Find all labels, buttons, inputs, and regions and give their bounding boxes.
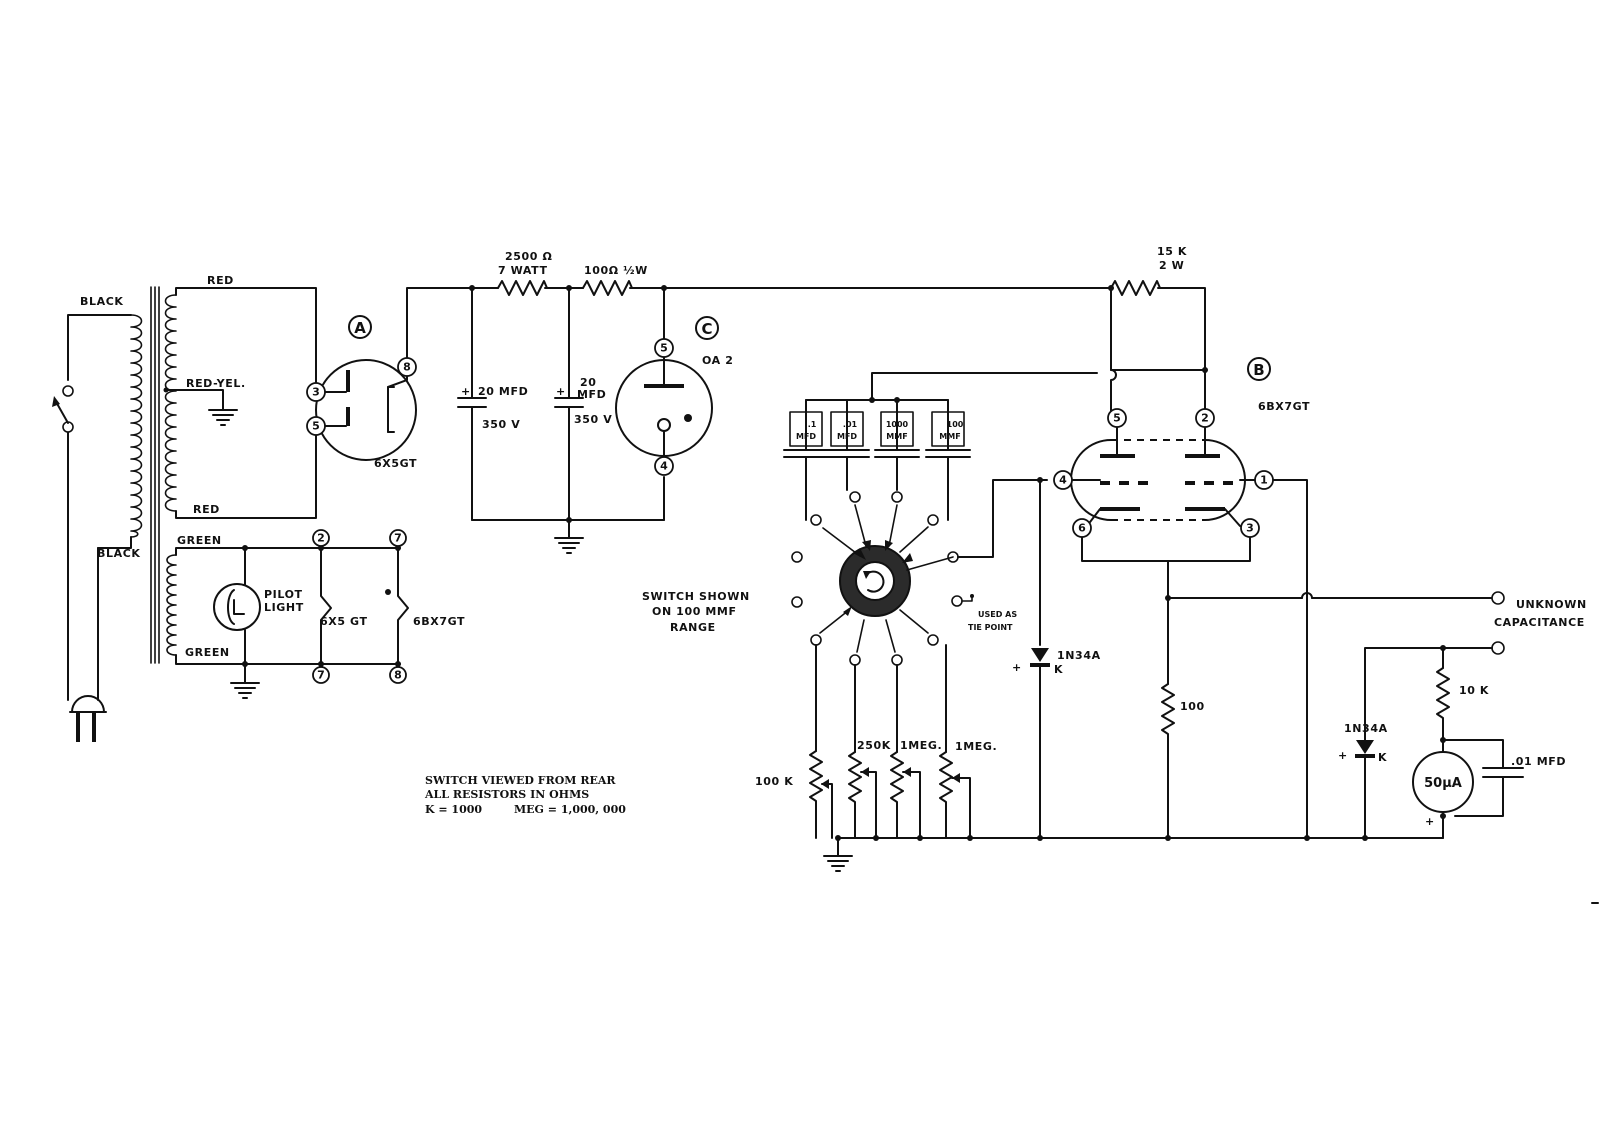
meter-cap-value: .01 MFD	[1511, 755, 1567, 768]
svg-text:A: A	[354, 319, 366, 337]
filter-cap-1	[458, 288, 664, 520]
svg-text:5: 5	[660, 341, 668, 355]
pot-label-100k: 100 K	[755, 775, 794, 788]
svg-text:4: 4	[1059, 473, 1067, 487]
c2-plus: +	[556, 385, 566, 398]
c1-value: 20 MFD	[478, 385, 529, 398]
tube-b-pin-1	[1255, 471, 1273, 489]
filament-circuit	[214, 545, 408, 698]
tie-point-label-1: USED AS	[978, 610, 1018, 619]
rectifier-tube-a	[316, 288, 472, 460]
range-cap-2-value: .01	[842, 420, 858, 429]
label-black-top: BLACK	[80, 295, 124, 308]
pot-label-250k: 250K	[857, 739, 891, 752]
meter-label: 50μA	[1424, 776, 1462, 791]
heater-pin-b-7	[390, 530, 406, 546]
r3-value: 15 K	[1157, 245, 1188, 258]
range-switch	[792, 477, 1047, 665]
tube-a-pin-3	[307, 383, 325, 401]
range-cap-3-unit: MMF	[886, 432, 908, 441]
svg-text:5: 5	[1113, 411, 1121, 425]
label-red-top: RED	[207, 274, 234, 287]
pilot-light-label-2: LIGHT	[264, 601, 304, 614]
r1-value: 2500 Ω	[505, 250, 553, 263]
tube-a-pin-5	[307, 417, 325, 435]
svg-text:8: 8	[394, 668, 402, 682]
tube-a-letter	[349, 316, 371, 338]
label-red-bottom: RED	[193, 503, 220, 516]
svg-text:7: 7	[317, 668, 325, 682]
tube-a-pin-8	[398, 358, 416, 376]
cathode-resistor-value: 100	[1180, 700, 1205, 713]
supply-rail	[469, 281, 1205, 380]
svg-text:2: 2	[317, 531, 325, 545]
heater-pin-b-8	[390, 667, 406, 683]
tube-c-letter	[696, 317, 718, 339]
note-k: K = 1000	[425, 803, 483, 816]
note-resistors-ohms: ALL RESISTORS IN OHMS	[425, 788, 590, 801]
range-cap-1-value: .1	[807, 420, 817, 429]
meter-resistor-value: 10 K	[1459, 684, 1490, 697]
diode-1-cathode: K	[1054, 663, 1064, 676]
r3-rating: 2 W	[1159, 259, 1185, 272]
label-green-bottom: GREEN	[185, 646, 230, 659]
r1-rating: 7 WATT	[498, 264, 548, 277]
tube-b-pin-2	[1196, 409, 1214, 427]
switch-note-1: SWITCH SHOWN	[642, 590, 750, 603]
tie-point-label-2: TIE POINT	[968, 623, 1013, 632]
ground-bus	[824, 835, 1443, 871]
tube-b-letter	[1248, 358, 1270, 380]
svg-text:3: 3	[312, 385, 320, 399]
note-switch-viewed: SWITCH VIEWED FROM REAR	[425, 774, 616, 787]
svg-text:C: C	[701, 320, 713, 338]
tube-c-type: OA 2	[702, 354, 734, 367]
line-cord	[68, 315, 131, 742]
tube-b-type: 6BX7GT	[1258, 400, 1311, 413]
c1-voltage: 350 V	[482, 418, 521, 431]
note-meg: MEG = 1,000, 000	[514, 803, 626, 816]
r2-value: 100Ω ½W	[584, 264, 648, 277]
c1-plus: +	[461, 385, 471, 398]
switch-note-2: ON 100 MMF	[652, 605, 737, 618]
tube-b-pin-6	[1073, 519, 1091, 537]
range-cap-3-value: 1000	[885, 420, 909, 429]
unknown-label-2: CAPACITANCE	[1494, 616, 1585, 629]
meter-plus: +	[1425, 815, 1435, 828]
c2-value-1: 20	[580, 376, 597, 389]
power-switch	[52, 386, 73, 432]
tube-b-pin-3	[1241, 519, 1259, 537]
svg-text:4: 4	[660, 459, 668, 473]
diode-1-anode: +	[1012, 661, 1022, 674]
label-black-bottom: BLACK	[97, 547, 141, 560]
svg-text:6: 6	[1078, 521, 1086, 535]
range-cap-2-unit: MFD	[836, 432, 858, 441]
tie-point	[952, 594, 974, 606]
diode-2-anode: +	[1338, 749, 1348, 762]
svg-text:B: B	[1253, 361, 1265, 379]
svg-text:5: 5	[312, 419, 320, 433]
unknown-label-1: UNKNOWN	[1516, 598, 1587, 611]
tube-b-pin-4	[1054, 471, 1072, 489]
pot-label-1meg-a: 1MEG.	[900, 739, 943, 752]
range-cap-4-unit: MMF	[939, 432, 961, 441]
switch-note-3: RANGE	[670, 621, 716, 634]
tube-c-pin-4	[655, 457, 673, 475]
tube-a-type: 6X5GT	[374, 457, 418, 470]
heater-label-6x5gt: 6X5 GT	[320, 615, 368, 628]
svg-text:8: 8	[403, 360, 411, 374]
label-red-yel: RED-YEL.	[186, 377, 246, 390]
svg-text:1: 1	[1260, 473, 1268, 487]
diode-2-cathode: K	[1378, 751, 1388, 764]
unknown-terminals	[1365, 592, 1504, 718]
range-cap-bus	[806, 288, 1208, 450]
tube-c-pin-5	[655, 339, 673, 357]
tube-b-pin-5	[1108, 409, 1126, 427]
c2-voltage: 350 V	[574, 413, 613, 426]
label-green-top: GREEN	[177, 534, 222, 547]
detector-diode-1	[1030, 480, 1050, 838]
range-cap-1-unit: MFD	[795, 432, 817, 441]
pot-label-1meg-b: 1MEG.	[955, 740, 998, 753]
c2-value-2: MFD	[577, 388, 607, 401]
diode-1-type: 1N34A	[1057, 649, 1101, 662]
heater-pin-a-7	[313, 667, 329, 683]
svg-text:7: 7	[394, 531, 402, 545]
pilot-light-label-1: PILOT	[264, 588, 303, 601]
svg-text:2: 2	[1201, 411, 1209, 425]
heater-pin-a-2	[313, 530, 329, 546]
diode-2-type: 1N34A	[1344, 722, 1388, 735]
range-cap-4-value: 100	[946, 420, 964, 429]
svg-text:3: 3	[1246, 521, 1254, 535]
heater-label-6bx7gt: 6BX7GT	[413, 615, 466, 628]
